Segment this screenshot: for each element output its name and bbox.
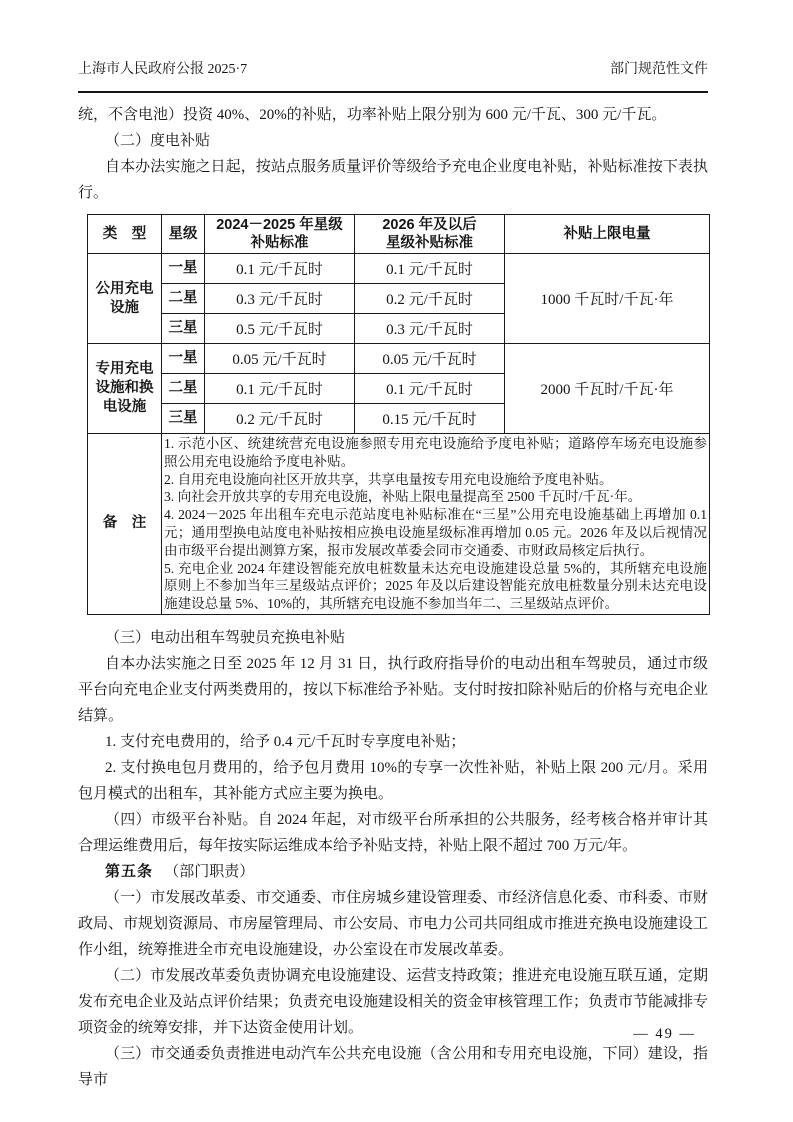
cap-cell-special: 2000 千瓦时/千瓦·年 [505, 344, 710, 434]
header-std-2024-2025: 2024－2025 年星级 补贴标准 [205, 215, 355, 254]
value-cell: 0.2 元/千瓦时 [205, 404, 355, 434]
note-item: 1. 示范小区、统建统营充电设施参照专用充电设施给予度电补贴；道路停车场充电设施参照公用充电设施给予度电补贴。 [164, 436, 707, 469]
duty-item-2: （二）市发展改革委负责协调充电设施建设、运营支持政策；推进充电设施互联互通，定期发布充电企业及站点评价结果；负责充电设施建设相关的资金审核管理工作；负责市节能减排专项资金的统筹安排，并下达资金使用计划。 [78, 967, 709, 1036]
gazette-title: 上海市人民政府公报 2025·7 [78, 62, 248, 77]
header-star: 星级 [162, 215, 205, 254]
star-cell: 二星 [162, 284, 205, 314]
paragraph-continuation: 统，不含电池）投资 40%、20%的补贴，功率补贴上限分别为 600 元/千瓦、300 元/千瓦。 [78, 107, 667, 123]
value-cell: 0.3 元/千瓦时 [205, 284, 355, 314]
section3-item1: 1. 支付充电费用的，给予 0.4 元/千瓦时专享度电补贴； [105, 733, 466, 750]
value-cell: 0.1 元/千瓦时 [205, 254, 355, 284]
section3-item2: 2. 支付换电包月费用的，给予包月费用 10%的专享一次性补贴，补贴上限 200 元/月。采用包月模式的出租车，其补能方式应主要为换电。 [78, 759, 708, 802]
note-item: 5. 充电企业 2024 年建设智能充放电桩数量未达充电设施建设总量 5%的，其所辖充电设施原则上不参加当年三星级站点评价；2025 年及以后建设智能充放电桩数量分别未达充电设施建设总量 5%、10%的，其所辖充电设施不参加当年二、三星级站点评价。 [164, 560, 707, 612]
notes-label: 备 注 [88, 434, 162, 615]
note-item: 4. 2024－2025 年出租车充电示范站度电补贴标准在“三星”公用充电设施基础上再增加 0.1 元；通用型换电站度电补贴按相应换电设施星级标准再增加 0.05 元。2026 年及以后视情况由市级平台提出测算方案，报市发展改革委会同市交通委、市财政局核定后执行。 [164, 507, 707, 558]
subsidy-standards-table [87, 214, 710, 615]
header-type: 类 型 [88, 215, 162, 254]
notes-content [162, 434, 710, 615]
table-row [88, 254, 710, 284]
section3-heading: （三）电动出租车驾驶员充换电补贴 [105, 629, 346, 646]
header-std-2026: 2026 年及以后 星级补贴标准 [355, 215, 505, 254]
article5-heading [78, 859, 708, 885]
value-cell: 0.2 元/千瓦时 [355, 284, 505, 314]
duty-item-3: （三）市交通委负责推进电动汽车公共充电设施（含公用和专用充电设施，下同）建设，指导市 [78, 1045, 708, 1088]
note-item: 3. 向社会开放共享的专用充电设施，补贴上限电量提高至 2500 千瓦时/千瓦·年。 [164, 489, 642, 505]
page-number: — 49 — [633, 1026, 696, 1042]
section2-heading: （二）度电补贴 [105, 133, 211, 149]
star-cell: 一星 [162, 254, 205, 284]
group-label-public: 公用充电设施 [88, 254, 162, 344]
value-cell: 0.3 元/千瓦时 [355, 314, 505, 344]
star-cell: 三星 [162, 404, 205, 434]
table-header-row [88, 215, 710, 254]
table-row [88, 344, 710, 374]
value-cell: 0.15 元/千瓦时 [355, 404, 505, 434]
value-cell: 0.5 元/千瓦时 [205, 314, 355, 344]
section3-intro: 自本办法实施之日至 2025 年 12 月 31 日，执行政府指导价的电动出租车驾驶员，通过市级平台向充电企业支付两类费用的，按以下标准给予补贴。支付时按扣除补贴后的价格与充电企业结算。 [78, 655, 709, 724]
value-cell: 0.1 元/千瓦时 [205, 374, 355, 404]
star-cell: 三星 [162, 314, 205, 344]
running-header [78, 60, 708, 93]
header-cap: 补贴上限电量 [505, 215, 710, 254]
document-body [78, 102, 708, 1093]
group-label-special: 专用充电设施和换电设施 [88, 344, 162, 434]
note-item: 2. 自用充电设施向社区开放共享，共享电量按专用充电设施给予度电补贴。 [164, 471, 613, 487]
article5-number: 第五条 [105, 862, 154, 880]
star-cell: 一星 [162, 344, 205, 374]
section4-paragraph: （四）市级平台补贴。自 2024 年起，对市级平台所承担的公共服务，经考核合格并审计其合理运维费用后，每年按实际运维成本给予补贴支持，补贴上限不超过 700 万元/年。 [78, 811, 708, 854]
document-category-label: 部门规范性文件 [610, 62, 708, 77]
value-cell: 0.1 元/千瓦时 [355, 374, 505, 404]
cap-cell-public: 1000 千瓦时/千瓦·年 [505, 254, 710, 344]
value-cell: 0.05 元/千瓦时 [205, 344, 355, 374]
star-cell: 二星 [162, 374, 205, 404]
value-cell: 0.1 元/千瓦时 [355, 254, 505, 284]
value-cell: 0.05 元/千瓦时 [355, 344, 505, 374]
section2-intro: 自本办法实施之日起，按站点服务质量评价等级给予充电企业度电补贴，补贴标准按下表执行。 [78, 159, 708, 201]
article5-title: （部门职责） [164, 863, 255, 880]
duty-item-1: （一）市发展改革委、市交通委、市住房城乡建设管理委、市经济信息化委、市科委、市财政局、市规划资源局、市房屋管理局、市公安局、市电力公司共同组成市推进充换电设施建设工作小组，统筹推进全市充电设施建设，办公室设在市发展改革委。 [78, 889, 709, 958]
table-notes-row [88, 434, 710, 615]
